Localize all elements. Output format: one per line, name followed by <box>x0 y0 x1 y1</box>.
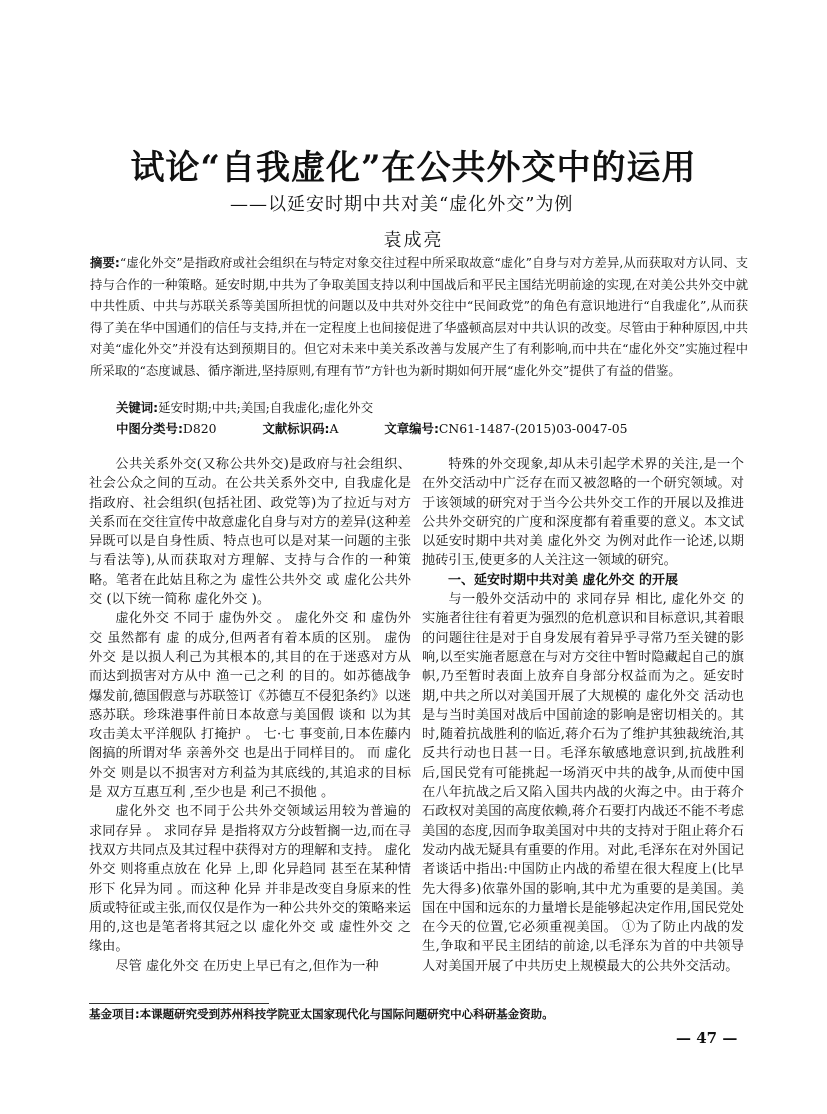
left-paragraph-3: 虚化外交 也不同于公共外交领域运用较为普遍的 求同存异 。 求同存异 是指将双方分歧暂搁一边,而在寻找双方共同点及其过程中获得对方的理解和支持。 虚化外交 则将重点放在 化异 上,即 化异趋同 甚至在某种情形下 化异为同 。而这种 化异 并非是改变自身原来的性质或特征或主张,而仅仅是作为一种公共外交的策略来运用的,这也是笔者将其冠之以 虚化外交 或 虚性外交 之缘由。 <box>89 804 411 955</box>
clc-value: D820 <box>182 421 217 436</box>
paper-subtitle: ——以延安时期中共对美“虚化外交”为例 <box>230 194 574 215</box>
keywords-label: 关键词: <box>116 400 159 415</box>
article-id-value: CN61-1487-(2015)03-0047-05 <box>438 421 628 436</box>
right-paragraph-1: 特殊的外交现象,却从未引起学术界的关注,是一个在外交活动中广泛存在而又被忽略的一个研究领域。对于该领域的研究对于当今公共外交工作的开展以及推进公共外交研究的广度和深度都有着重要的意义。本文试以延安时期中共对美 虚化外交 为例对此作一论述,以期抛砖引玉,使更多的人关注这一领域的研究。 <box>422 457 744 569</box>
abstract-label: 摘要: <box>90 255 120 270</box>
article-id-item <box>384 418 627 440</box>
clc-item <box>116 418 217 440</box>
left-paragraph-1: 公共关系外交(又称公共外交)是政府与社会组织、社会公众之间的互动。在公共关系外交中, 自我虚化是指政府、社会组织(包括社团、政党等)为了拉近与对方关系而在交往宣传中故意虚化自身与对方的差异(这种差异既可以是自身性质、特点也可以是对某一问题的主张与看法等),从而获取对方理解、支持与合作的一种策略。笔者在此姑且称之为 虚性公共外交 或 虚化公共外交 (以下统一简称 虚化外交 )。 <box>89 457 411 608</box>
abstract-text: “虚化外交”是指政府或社会组织在与特定对象交往过程中所采取故意“虚化”自身与对方差异,从而获取对方认同、支持与合作的一种策略。延安时期,中共为了争取美国支持以利中国战后和平民主国结光明前途的实现,在对美公共外交中就中共性质、中共与苏联关系等美国所担忧的问题以及中共对外交往中“民间政党”的角色有意识地进行“自我虚化”,从而获得了美在华中国通们的信任与支持,并在一定程度上也间接促进了华盛顿高层对中共认识的改变。尽管由于种种原因,中共对美“虚化外交”并没有达到预期目的。但它对未来中美关系改善与发展产生了有利影响,而中共在“虚化外交”实施过程中所采取的“态度诚恳、循序渐进,坚持原则,有理有节”方针也为新时期如何开展“虚化外交”提供了有益的借鉴。 <box>90 255 748 378</box>
left-paragraph-2: 虚化外交 不同于 虚伪外交 。 虚化外交 和 虚伪外交 虽然都有 虚 的成分,但两者有着本质的区别。 虚伪外交 是以损人利己为其根本的,其目的在于迷惑对方从而达到损害对方从中 渔一己之利 的目的。如苏德战争爆发前,德国假意与苏联签订《苏德互不侵犯条约》以迷惑苏联。珍珠港事件前日本故意与美国假 谈和 以为其攻击美太平洋舰队 打掩护 。 七·七 事变前,日本佐藤内阁搞的所谓对华 亲善外交 也是出于同样目的。 而 虚化外交 则是以不损害对方利益为其底线的,其追求的目标是 双方互惠互利 ,至少也是 利己不损他 。 <box>89 611 411 801</box>
doc-code-item <box>263 418 339 440</box>
doc-code-label: 文献标识码: <box>262 421 330 436</box>
right-column <box>422 455 744 976</box>
right-paragraph-2: 与一般外交活动中的 求同存异 相比, 虚化外交 的实施者往往有着更为强烈的危机意识和目标意识,其着眼的问题往往是对于自身发展有着异乎寻常乃至关键的影响,以至实施者愿意在与对方交往中暂时隐藏起自己的旗帜,乃至暂时表面上放弃自身部分权益而为之。延安时期,中共之所以对美国开展了大规模的 虚化外交 活动也是与当时美国对战后中国前途的影响是密切相关的。其时,随着抗战胜利的临近,蒋介石为了维护其独裁统治,其反共行动也日甚一日。毛泽东敏感地意识到,抗战胜利后,国民党有可能挑起一场消灭中共的战争,从而使中国在八年抗战之后又陷入国共内战的火海之中。由于蒋介石政权对美国的高度依赖,蒋介石要打内战还不能不考虑美国的态度,因而争取美国对中共的支持对于阻止蒋介石发动内战无疑具有重要的作用。对此,毛泽东在对外国记者谈话中指出:中国防止内战的希望在很大程度上(比早先大得多)依靠外国的影响,其中尤为重要的是美国。美国在中国和远东的力量增长是能够起决定作用,国民党处在今天的位置,它必须重视美国。 ①为了防止内战的发生,争取和平民主团结的前途,以毛泽东为首的中共领导人对美国开展了中共历史上规模最大的公共外交活动。 <box>422 592 744 974</box>
author-name: 袁成亮 <box>383 230 444 251</box>
keywords <box>116 397 373 419</box>
article-metadata <box>116 418 756 440</box>
left-column <box>89 455 411 976</box>
doc-code-value: A <box>329 421 339 436</box>
section-heading: 一、延安时期中共对美 虚化外交 的开展 <box>448 572 679 588</box>
left-paragraph-4: 尽管 虚化外交 在历史上早已有之,但作为一种 <box>115 958 379 974</box>
funding-footnote: 基金项目:本课题研究受到苏州科技学院亚太国家现代化与国际问题研究中心科研基金资助。 <box>89 1007 554 1021</box>
keywords-text: 延安时期;中共;美国;自我虚化;虚化外交 <box>158 400 374 415</box>
article-id-label: 文章编号: <box>384 421 439 436</box>
clc-label: 中图分类号: <box>116 421 183 436</box>
abstract <box>90 252 748 381</box>
paper-title: 试论“自我虚化”在公共外交中的运用 <box>130 148 697 188</box>
page-number: — 47 — <box>676 1029 738 1047</box>
footnote-divider <box>89 1003 269 1004</box>
